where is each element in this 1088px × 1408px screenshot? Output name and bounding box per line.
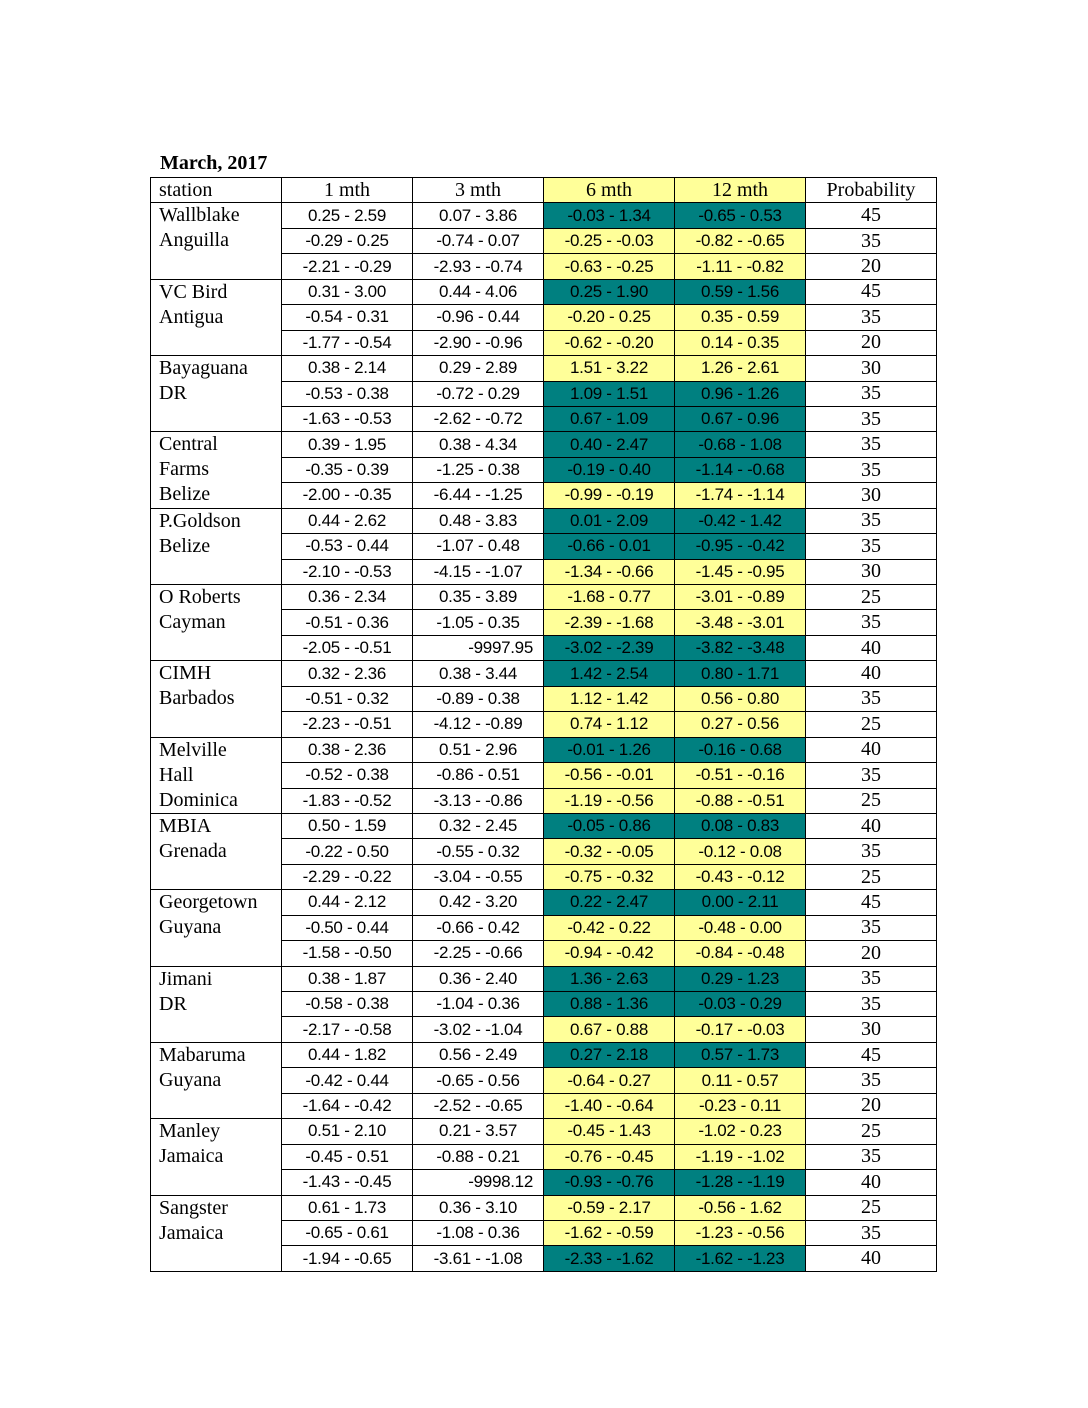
- station-name-line: Grenada: [159, 839, 227, 862]
- table-row: [151, 966, 937, 991]
- station-name-line: Manley: [159, 1120, 221, 1143]
- probability: 45: [806, 203, 937, 228]
- range-12mth: -1.11 - -0.82: [675, 254, 806, 279]
- page-title: March, 2017: [160, 152, 268, 174]
- range-1mth: -0.45 - 0.51: [282, 1144, 413, 1169]
- table-row: [151, 890, 937, 915]
- range-6mth: -1.68 - 0.77: [544, 585, 675, 610]
- station-name-line: CIMH: [159, 662, 212, 685]
- station-name-line: Georgetown: [159, 891, 258, 914]
- range-12mth: -1.62 - -1.23: [675, 1246, 806, 1271]
- range-12mth: 0.57 - 1.73: [675, 1042, 806, 1067]
- probability: 35: [806, 305, 937, 330]
- range-6mth: -0.05 - 0.86: [544, 813, 675, 838]
- range-12mth: -0.48 - 0.00: [675, 915, 806, 940]
- range-12mth: -3.82 - -3.48: [675, 635, 806, 660]
- range-3mth: -3.04 - -0.55: [413, 864, 544, 889]
- station-name: [151, 1042, 282, 1118]
- range-3mth: 0.38 - 3.44: [413, 661, 544, 686]
- range-1mth: 0.38 - 2.14: [282, 356, 413, 381]
- range-3mth: -0.96 - 0.44: [413, 305, 544, 330]
- range-3mth: 0.36 - 3.10: [413, 1195, 544, 1220]
- range-6mth: 0.74 - 1.12: [544, 712, 675, 737]
- range-3mth: -0.66 - 0.42: [413, 915, 544, 940]
- range-6mth: 1.51 - 3.22: [544, 356, 675, 381]
- range-12mth: -0.23 - 0.11: [675, 1093, 806, 1118]
- range-12mth: -1.23 - -0.56: [675, 1220, 806, 1245]
- range-1mth: -2.23 - -0.51: [282, 712, 413, 737]
- header-12mth: 12 mth: [675, 178, 806, 203]
- range-3mth: -2.62 - -0.72: [413, 406, 544, 431]
- range-6mth: 0.40 - 2.47: [544, 432, 675, 457]
- station-name: [151, 356, 282, 432]
- range-3mth: -1.25 - 0.38: [413, 457, 544, 482]
- range-12mth: -1.02 - 0.23: [675, 1119, 806, 1144]
- station-name: [151, 279, 282, 355]
- range-1mth: -2.10 - -0.53: [282, 559, 413, 584]
- range-3mth: -6.44 - -1.25: [413, 483, 544, 508]
- table-row: [151, 585, 937, 610]
- probability: 40: [806, 1170, 937, 1195]
- range-6mth: -0.32 - -0.05: [544, 839, 675, 864]
- probability: 35: [806, 406, 937, 431]
- probability: 35: [806, 534, 937, 559]
- range-3mth: -0.89 - 0.38: [413, 686, 544, 711]
- station-name-line: Jamaica: [159, 1221, 224, 1244]
- range-6mth: 1.42 - 2.54: [544, 661, 675, 686]
- range-6mth: -2.39 - -1.68: [544, 610, 675, 635]
- probability: 35: [806, 763, 937, 788]
- range-12mth: -0.03 - 0.29: [675, 992, 806, 1017]
- range-3mth: -9998.12: [413, 1170, 544, 1195]
- probability: 35: [806, 610, 937, 635]
- range-1mth: -0.42 - 0.44: [282, 1068, 413, 1093]
- range-1mth: 0.61 - 1.73: [282, 1195, 413, 1220]
- range-1mth: -0.52 - 0.38: [282, 763, 413, 788]
- station-name-line: O Roberts: [159, 586, 241, 608]
- probability: 35: [806, 457, 937, 482]
- range-6mth: -0.62 - -0.20: [544, 330, 675, 355]
- station-name-line: Cayman: [159, 611, 226, 633]
- range-6mth: -0.76 - -0.45: [544, 1144, 675, 1169]
- station-name-line: Jamaica: [159, 1145, 224, 1168]
- station-name-line: Belize: [159, 483, 211, 506]
- range-12mth: -0.68 - 1.08: [675, 432, 806, 457]
- range-6mth: -0.75 - -0.32: [544, 864, 675, 889]
- range-12mth: -0.65 - 0.53: [675, 203, 806, 228]
- range-1mth: -0.65 - 0.61: [282, 1220, 413, 1245]
- range-6mth: -1.34 - -0.66: [544, 559, 675, 584]
- range-6mth: -0.03 - 1.34: [544, 203, 675, 228]
- header-station: station: [151, 178, 282, 203]
- station-name-line: Anguilla: [159, 229, 229, 252]
- range-12mth: -0.88 - -0.51: [675, 788, 806, 813]
- header-1mth: 1 mth: [282, 178, 413, 203]
- probability: 45: [806, 890, 937, 915]
- range-6mth: -0.93 - -0.76: [544, 1170, 675, 1195]
- range-1mth: 0.50 - 1.59: [282, 813, 413, 838]
- range-3mth: 0.07 - 3.86: [413, 203, 544, 228]
- station-name-line: Jimani: [159, 967, 213, 990]
- range-12mth: -1.45 - -0.95: [675, 559, 806, 584]
- table-row: [151, 432, 937, 457]
- range-1mth: -0.35 - 0.39: [282, 457, 413, 482]
- range-3mth: -1.07 - 0.48: [413, 534, 544, 559]
- range-3mth: -3.13 - -0.86: [413, 788, 544, 813]
- range-1mth: -0.51 - 0.32: [282, 686, 413, 711]
- probability: 40: [806, 1246, 937, 1271]
- range-1mth: 0.38 - 2.36: [282, 737, 413, 762]
- range-12mth: -0.95 - -0.42: [675, 534, 806, 559]
- probability: 40: [806, 737, 937, 762]
- range-12mth: -0.12 - 0.08: [675, 839, 806, 864]
- probability: 30: [806, 483, 937, 508]
- probability: 30: [806, 1017, 937, 1042]
- range-6mth: 0.88 - 1.36: [544, 992, 675, 1017]
- range-12mth: -0.43 - -0.12: [675, 864, 806, 889]
- probability: 20: [806, 254, 937, 279]
- station-name-line: Antigua: [159, 305, 224, 328]
- station-name: [151, 737, 282, 813]
- station-name-line: Central: [159, 433, 218, 456]
- probability: 20: [806, 330, 937, 355]
- probability: 35: [806, 228, 937, 253]
- range-6mth: 0.01 - 2.09: [544, 508, 675, 533]
- station-name-line: Melville: [159, 738, 227, 761]
- probability: 40: [806, 661, 937, 686]
- range-3mth: 0.38 - 4.34: [413, 432, 544, 457]
- range-6mth: 1.12 - 1.42: [544, 686, 675, 711]
- range-6mth: -0.94 - -0.42: [544, 941, 675, 966]
- range-1mth: -1.58 - -0.50: [282, 941, 413, 966]
- range-3mth: 0.35 - 3.89: [413, 585, 544, 610]
- range-1mth: 0.31 - 3.00: [282, 279, 413, 304]
- range-12mth: 0.27 - 0.56: [675, 712, 806, 737]
- range-12mth: -3.01 - -0.89: [675, 585, 806, 610]
- range-12mth: 0.08 - 0.83: [675, 813, 806, 838]
- table-row: [151, 356, 937, 381]
- range-1mth: 0.51 - 2.10: [282, 1119, 413, 1144]
- station-name: [151, 890, 282, 966]
- range-3mth: 0.42 - 3.20: [413, 890, 544, 915]
- range-3mth: -9997.95: [413, 635, 544, 660]
- range-12mth: 0.29 - 1.23: [675, 966, 806, 991]
- range-6mth: -2.33 - -1.62: [544, 1246, 675, 1271]
- range-3mth: 0.44 - 4.06: [413, 279, 544, 304]
- range-12mth: 0.35 - 0.59: [675, 305, 806, 330]
- range-6mth: -0.66 - 0.01: [544, 534, 675, 559]
- range-3mth: 0.21 - 3.57: [413, 1119, 544, 1144]
- table-row: [151, 1042, 937, 1067]
- range-1mth: 0.36 - 2.34: [282, 585, 413, 610]
- range-6mth: 1.36 - 2.63: [544, 966, 675, 991]
- range-1mth: 0.39 - 1.95: [282, 432, 413, 457]
- range-1mth: -0.53 - 0.38: [282, 381, 413, 406]
- range-1mth: -0.53 - 0.44: [282, 534, 413, 559]
- probability: 35: [806, 992, 937, 1017]
- range-6mth: -0.99 - -0.19: [544, 483, 675, 508]
- station-name-line: VC Bird: [159, 280, 228, 303]
- range-1mth: 0.44 - 2.12: [282, 890, 413, 915]
- range-1mth: -1.77 - -0.54: [282, 330, 413, 355]
- range-6mth: 0.25 - 1.90: [544, 279, 675, 304]
- range-3mth: 0.48 - 3.83: [413, 508, 544, 533]
- range-3mth: -2.90 - -0.96: [413, 330, 544, 355]
- range-1mth: -0.29 - 0.25: [282, 228, 413, 253]
- station-name-line: DR: [159, 992, 187, 1015]
- station-name: [151, 661, 282, 737]
- range-3mth: -1.08 - 0.36: [413, 1220, 544, 1245]
- station-name-line: P.Goldson: [159, 509, 241, 532]
- probability: 25: [806, 1195, 937, 1220]
- range-12mth: -0.17 - -0.03: [675, 1017, 806, 1042]
- station-name-line: Barbados: [159, 687, 235, 710]
- probability: 35: [806, 432, 937, 457]
- table-row: [151, 737, 937, 762]
- range-6mth: -0.64 - 0.27: [544, 1068, 675, 1093]
- probability: 40: [806, 635, 937, 660]
- station-name: [151, 203, 282, 279]
- table-row: [151, 203, 937, 228]
- table-row: [151, 508, 937, 533]
- range-12mth: 0.56 - 0.80: [675, 686, 806, 711]
- table-row: [151, 661, 937, 686]
- header-probability: Probability: [806, 178, 937, 203]
- range-12mth: 0.59 - 1.56: [675, 279, 806, 304]
- range-6mth: -0.20 - 0.25: [544, 305, 675, 330]
- range-3mth: -0.74 - 0.07: [413, 228, 544, 253]
- range-6mth: -1.19 - -0.56: [544, 788, 675, 813]
- station-name-line: Guyana: [159, 1068, 222, 1091]
- range-12mth: -1.14 - -0.68: [675, 457, 806, 482]
- table-body: [151, 203, 937, 1271]
- probability: 45: [806, 279, 937, 304]
- range-1mth: -0.50 - 0.44: [282, 915, 413, 940]
- probability: 35: [806, 966, 937, 991]
- range-6mth: -1.40 - -0.64: [544, 1093, 675, 1118]
- range-6mth: 1.09 - 1.51: [544, 381, 675, 406]
- range-12mth: -1.19 - -1.02: [675, 1144, 806, 1169]
- station-name-line: Hall: [159, 763, 194, 786]
- range-3mth: -2.93 - -0.74: [413, 254, 544, 279]
- range-12mth: -0.56 - 1.62: [675, 1195, 806, 1220]
- probability: 20: [806, 941, 937, 966]
- probability: 45: [806, 1042, 937, 1067]
- station-name: [151, 966, 282, 1042]
- range-12mth: 0.96 - 1.26: [675, 381, 806, 406]
- range-6mth: -3.02 - -2.39: [544, 635, 675, 660]
- probability: 30: [806, 559, 937, 584]
- range-6mth: -0.42 - 0.22: [544, 915, 675, 940]
- probability: 20: [806, 1093, 937, 1118]
- range-1mth: 0.32 - 2.36: [282, 661, 413, 686]
- range-12mth: -0.82 - -0.65: [675, 228, 806, 253]
- header-row: [151, 178, 937, 203]
- range-1mth: 0.38 - 1.87: [282, 966, 413, 991]
- range-3mth: -0.72 - 0.29: [413, 381, 544, 406]
- station-name-line: Mabaruma: [159, 1043, 246, 1066]
- station-name-line: Belize: [159, 534, 211, 557]
- range-1mth: -2.00 - -0.35: [282, 483, 413, 508]
- header-6mth: 6 mth: [544, 178, 675, 203]
- range-6mth: 0.67 - 1.09: [544, 406, 675, 431]
- probability: 35: [806, 508, 937, 533]
- station-name-line: Dominica: [159, 788, 238, 811]
- range-6mth: 0.67 - 0.88: [544, 1017, 675, 1042]
- probability: 25: [806, 585, 937, 610]
- range-3mth: -3.02 - -1.04: [413, 1017, 544, 1042]
- range-6mth: -0.25 - -0.03: [544, 228, 675, 253]
- range-6mth: -0.45 - 1.43: [544, 1119, 675, 1144]
- station-name-line: Farms: [159, 458, 209, 481]
- range-3mth: 0.51 - 2.96: [413, 737, 544, 762]
- range-3mth: 0.29 - 2.89: [413, 356, 544, 381]
- station-name: [151, 585, 282, 661]
- probability: 35: [806, 839, 937, 864]
- range-1mth: -1.63 - -0.53: [282, 406, 413, 431]
- range-6mth: -0.59 - 2.17: [544, 1195, 675, 1220]
- station-name-line: Sangster: [159, 1196, 228, 1219]
- table-row: [151, 1195, 937, 1220]
- range-1mth: -1.94 - -0.65: [282, 1246, 413, 1271]
- station-name: [151, 432, 282, 508]
- probability: 35: [806, 915, 937, 940]
- range-12mth: -0.51 - -0.16: [675, 763, 806, 788]
- probability: 35: [806, 1220, 937, 1245]
- station-name: [151, 1195, 282, 1271]
- probability: 35: [806, 381, 937, 406]
- station-name: [151, 1119, 282, 1195]
- range-3mth: 0.36 - 2.40: [413, 966, 544, 991]
- range-12mth: -0.84 - -0.48: [675, 941, 806, 966]
- probability: 35: [806, 686, 937, 711]
- range-1mth: -2.17 - -0.58: [282, 1017, 413, 1042]
- range-3mth: -4.15 - -1.07: [413, 559, 544, 584]
- range-1mth: -0.58 - 0.38: [282, 992, 413, 1017]
- range-1mth: 0.25 - 2.59: [282, 203, 413, 228]
- station-name: [151, 813, 282, 889]
- range-12mth: -1.74 - -1.14: [675, 483, 806, 508]
- range-6mth: -0.01 - 1.26: [544, 737, 675, 762]
- range-12mth: 0.67 - 0.96: [675, 406, 806, 431]
- probability: 30: [806, 356, 937, 381]
- range-3mth: 0.32 - 2.45: [413, 813, 544, 838]
- probability: 25: [806, 864, 937, 889]
- range-3mth: -0.55 - 0.32: [413, 839, 544, 864]
- range-6mth: -0.19 - 0.40: [544, 457, 675, 482]
- table-row: [151, 1119, 937, 1144]
- range-1mth: -1.64 - -0.42: [282, 1093, 413, 1118]
- range-6mth: -0.63 - -0.25: [544, 254, 675, 279]
- table-row: [151, 813, 937, 838]
- range-6mth: -1.62 - -0.59: [544, 1220, 675, 1245]
- forecast-table: [150, 177, 937, 1272]
- range-1mth: -0.22 - 0.50: [282, 839, 413, 864]
- probability: 35: [806, 1144, 937, 1169]
- range-3mth: -0.88 - 0.21: [413, 1144, 544, 1169]
- range-1mth: -0.51 - 0.36: [282, 610, 413, 635]
- range-3mth: -2.25 - -0.66: [413, 941, 544, 966]
- probability: 25: [806, 788, 937, 813]
- range-1mth: -2.05 - -0.51: [282, 635, 413, 660]
- station-name-line: Guyana: [159, 916, 222, 939]
- station-name: [151, 508, 282, 584]
- range-3mth: -1.04 - 0.36: [413, 992, 544, 1017]
- range-1mth: -2.29 - -0.22: [282, 864, 413, 889]
- range-12mth: -3.48 - -3.01: [675, 610, 806, 635]
- range-3mth: 0.56 - 2.49: [413, 1042, 544, 1067]
- range-1mth: 0.44 - 2.62: [282, 508, 413, 533]
- range-3mth: -1.05 - 0.35: [413, 610, 544, 635]
- range-12mth: 0.11 - 0.57: [675, 1068, 806, 1093]
- range-12mth: 0.14 - 0.35: [675, 330, 806, 355]
- range-1mth: -1.43 - -0.45: [282, 1170, 413, 1195]
- range-1mth: -2.21 - -0.29: [282, 254, 413, 279]
- range-6mth: 0.27 - 2.18: [544, 1042, 675, 1067]
- table-row: [151, 279, 937, 304]
- range-1mth: -0.54 - 0.31: [282, 305, 413, 330]
- range-6mth: -0.56 - -0.01: [544, 763, 675, 788]
- range-12mth: 0.00 - 2.11: [675, 890, 806, 915]
- station-name-line: Bayaguana: [159, 357, 248, 380]
- range-12mth: -0.16 - 0.68: [675, 737, 806, 762]
- range-3mth: -0.65 - 0.56: [413, 1068, 544, 1093]
- range-1mth: -1.83 - -0.52: [282, 788, 413, 813]
- probability: 25: [806, 1119, 937, 1144]
- range-12mth: 0.80 - 1.71: [675, 661, 806, 686]
- probability: 40: [806, 813, 937, 838]
- range-12mth: -1.28 - -1.19: [675, 1170, 806, 1195]
- range-1mth: 0.44 - 1.82: [282, 1042, 413, 1067]
- range-12mth: -0.42 - 1.42: [675, 508, 806, 533]
- range-3mth: -0.86 - 0.51: [413, 763, 544, 788]
- probability: 25: [806, 712, 937, 737]
- range-3mth: -2.52 - -0.65: [413, 1093, 544, 1118]
- station-name-line: DR: [159, 382, 187, 405]
- range-12mth: 1.26 - 2.61: [675, 356, 806, 381]
- range-3mth: -3.61 - -1.08: [413, 1246, 544, 1271]
- range-6mth: 0.22 - 2.47: [544, 890, 675, 915]
- range-3mth: -4.12 - -0.89: [413, 712, 544, 737]
- probability: 35: [806, 1068, 937, 1093]
- station-name-line: MBIA: [159, 814, 212, 837]
- station-name-line: Wallblake: [159, 204, 240, 227]
- header-3mth: 3 mth: [413, 178, 544, 203]
